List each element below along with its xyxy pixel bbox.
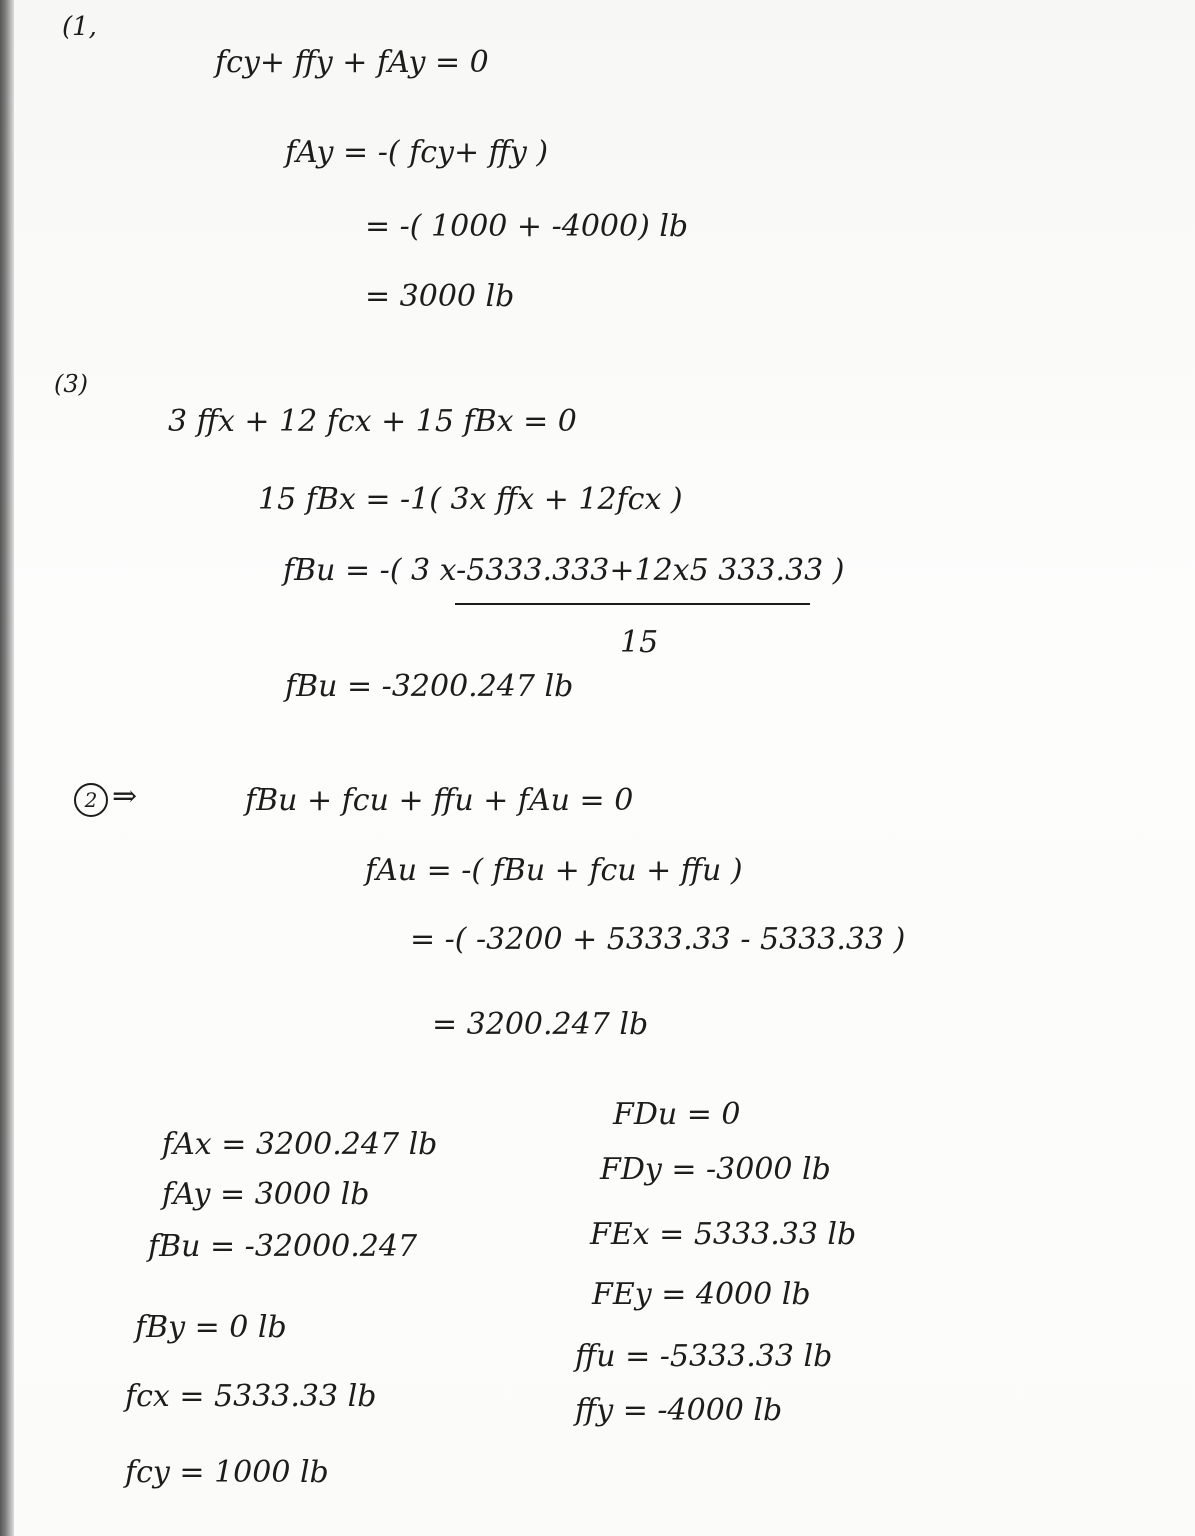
section-3-label: (3) <box>54 370 88 398</box>
result-left-1: fAx = 3200.247 lb <box>162 1127 438 1162</box>
result-left-5: fcx = 5333.33 lb <box>125 1379 377 1414</box>
result-right-1: FDu = 0 <box>613 1097 741 1132</box>
section-2-equation-4: = 3200.247 lb <box>432 1007 649 1042</box>
section-3-fraction-denominator: 15 <box>620 625 659 660</box>
result-left-6: fcy = 1000 lb <box>125 1455 329 1490</box>
result-left-4: fBy = 0 lb <box>135 1310 287 1345</box>
page-edge-shadow <box>0 0 14 1536</box>
section-3-equation-4: fBu = -3200.247 lb <box>285 669 574 704</box>
section-3-equation-1: 3 ffx + 12 fcx + 15 fBx = 0 <box>168 404 577 439</box>
result-right-3: FEx = 5333.33 lb <box>590 1217 857 1252</box>
result-right-6: ffy = -4000 lb <box>575 1393 783 1428</box>
section-2-equation-2: fAu = -( fBu + fcu + ffu ) <box>365 853 743 888</box>
section-1-equation-2: fAy = -( fcy+ ffy ) <box>285 135 549 170</box>
section-1-equation-1: fcy+ ffy + fAy = 0 <box>215 45 489 80</box>
section-2-equation-1: fBu + fcu + ffu + fAu = 0 <box>245 783 634 818</box>
section-1-equation-3: = -( 1000 + -4000) lb <box>365 209 689 244</box>
implies-arrow-icon: ⇒ <box>112 779 138 814</box>
section-1-label: (1, <box>62 12 97 42</box>
result-left-3: fBu = -32000.247 <box>148 1229 418 1264</box>
section-1-equation-4: = 3000 lb <box>365 279 515 314</box>
result-right-2: FDy = -3000 lb <box>600 1152 831 1187</box>
section-2-equation-3: = -( -3200 + 5333.33 - 5333.33 ) <box>410 922 906 957</box>
fraction-bar <box>455 603 810 605</box>
section-2-circled-number: 2 <box>74 783 108 817</box>
result-right-5: ffu = -5333.33 lb <box>575 1339 833 1374</box>
result-left-2: fAy = 3000 lb <box>162 1177 370 1212</box>
result-right-4: FEy = 4000 lb <box>592 1277 811 1312</box>
section-3-equation-2: 15 fBx = -1( 3x ffx + 12fcx ) <box>258 482 683 517</box>
section-3-fraction-numerator: fBu = -( 3 x-5333.333+12x5 333.33 ) <box>283 553 845 588</box>
